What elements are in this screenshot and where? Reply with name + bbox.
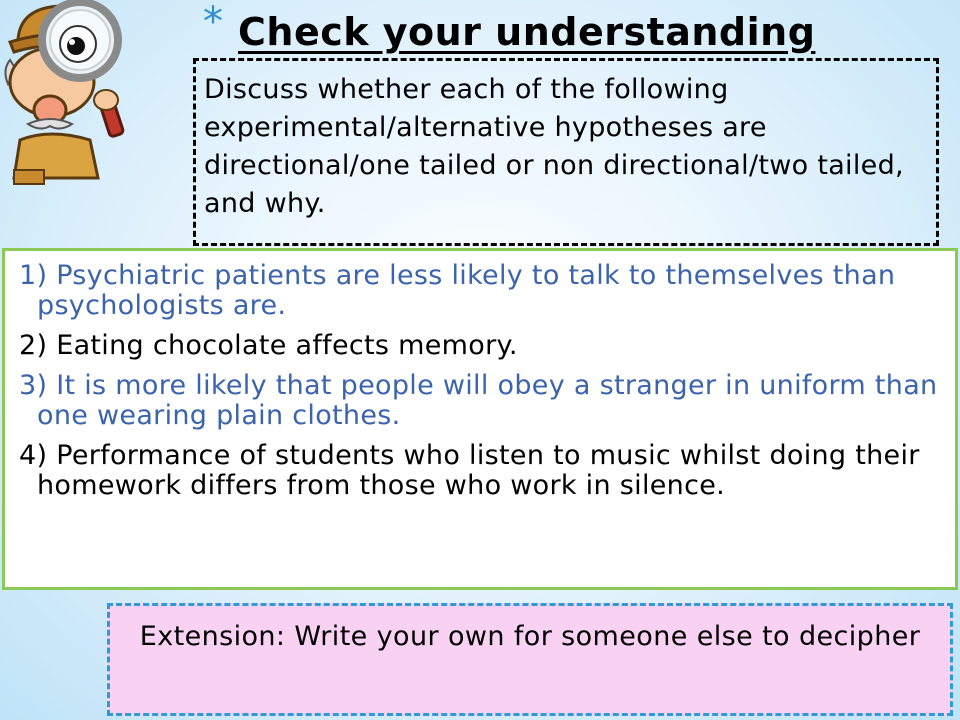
instructions-text: Discuss whether each of the following experimental/alternative hypotheses are directional/one tailed or non directional/two tailed, and why.: [204, 74, 904, 219]
item-text: Psychiatric patients are less likely to talk to themselves than psychologists are.: [37, 260, 896, 321]
item-number: 3): [19, 370, 48, 401]
item-text: Performance of students who listen to music whilst doing their homework differs from those who work in silence.: [37, 440, 920, 501]
extension-box: [107, 603, 953, 716]
title-bullet: *: [203, 0, 223, 45]
hypothesis-item-3: [19, 371, 945, 431]
slide-title: Check your understanding: [238, 10, 816, 54]
item-number: 1): [19, 260, 48, 291]
item-text: It is more likely that people will obey a stranger in uniform than one wearing plain clothes.: [37, 370, 938, 431]
hypothesis-item-1: [19, 261, 945, 321]
item-number: 2): [19, 330, 48, 361]
extension-text: Extension: Write your own for someone else to decipher: [139, 621, 921, 652]
item-number: 4): [19, 440, 48, 471]
hypotheses-list: [2, 248, 958, 590]
instructions-box: [193, 58, 939, 246]
detective-with-magnifying-glass-icon: [0, 0, 185, 195]
hypothesis-item-2: [19, 331, 945, 361]
item-text: Eating chocolate affects memory.: [56, 330, 518, 361]
hypothesis-item-4: [19, 441, 945, 501]
